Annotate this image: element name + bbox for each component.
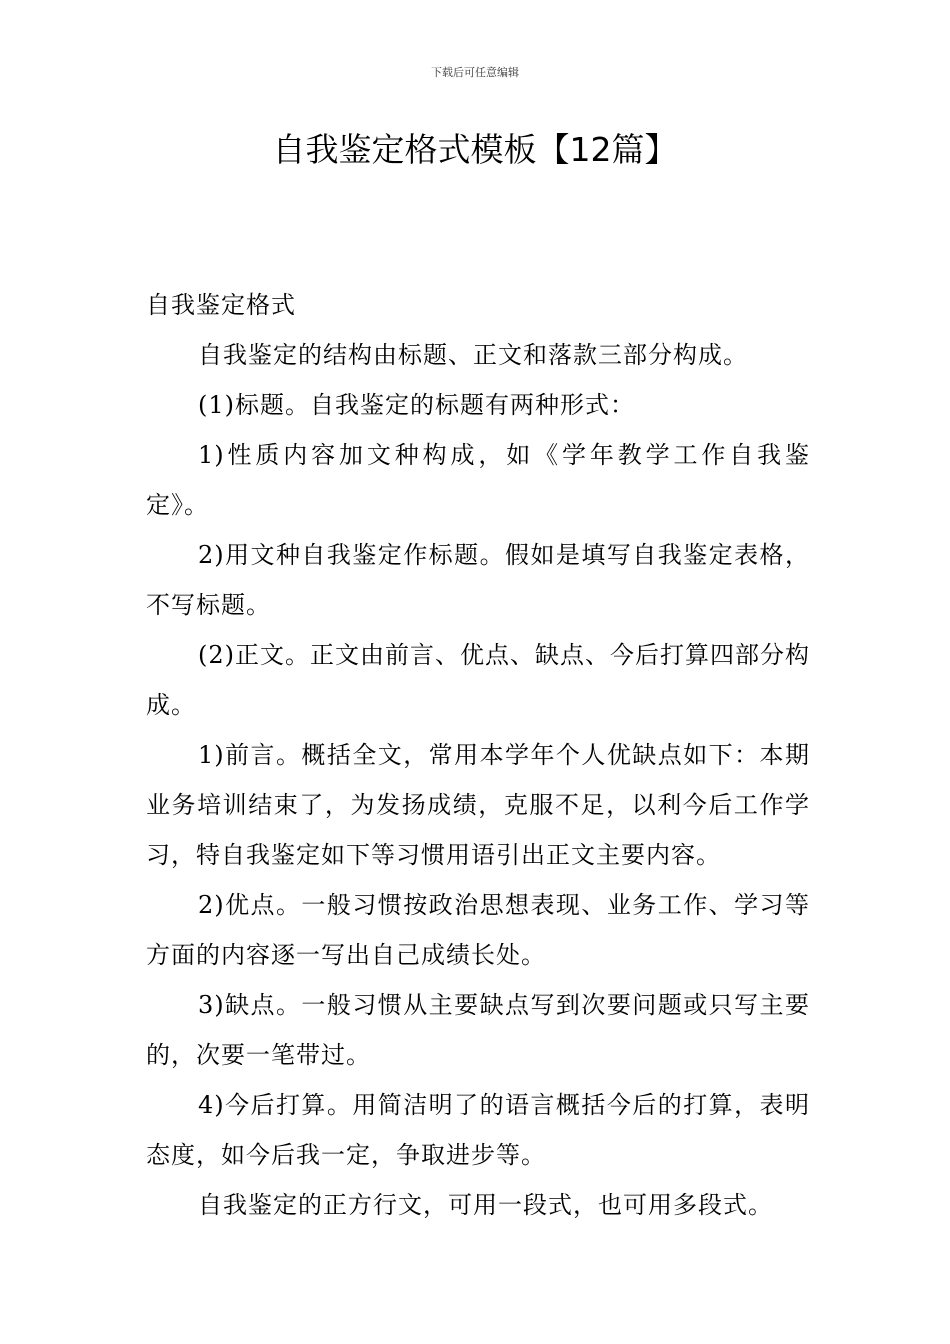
paragraph: 3)缺点。一般习惯从主要缺点写到次要问题或只写主要的，次要一笔带过。 <box>146 991 810 1069</box>
paragraph: (1)标题。自我鉴定的标题有两种形式： <box>198 391 635 419</box>
document-title: 自我鉴定格式模板【12篇】 <box>272 130 678 169</box>
paragraph: 自我鉴定的结构由标题、正文和落款三部分构成。 <box>198 341 748 369</box>
paragraph: 2)用文种自我鉴定作标题。假如是填写自我鉴定表格，不写标题。 <box>146 541 810 619</box>
paragraph: 4)今后打算。用简洁明了的语言概括今后的打算，表明态度，如今后我一定，争取进步等。 <box>146 1091 810 1169</box>
paragraph: 自我鉴定的正方行文，可用一段式，也可用多段式。 <box>198 1191 773 1219</box>
paragraph: 1)前言。概括全文，常用本学年个人优缺点如下：本期业务培训结束了，为发扬成绩，克服不足，以利今后工作学习，特自我鉴定如下等习惯用语引出正文主要内容。 <box>146 741 810 869</box>
paragraph: 2)优点。一般习惯按政治思想表现、业务工作、学习等方面的内容逐一写出自己成绩长处。 <box>146 891 810 969</box>
section-heading: 自我鉴定格式 <box>146 291 296 319</box>
paragraph: 1)性质内容加文种构成，如《学年教学工作自我鉴定》。 <box>146 441 810 519</box>
paragraph: (2)正文。正文由前言、优点、缺点、今后打算四部分构成。 <box>146 641 810 719</box>
header-note: 下载后可任意编辑 <box>431 66 519 79</box>
document-body <box>146 280 810 1230</box>
